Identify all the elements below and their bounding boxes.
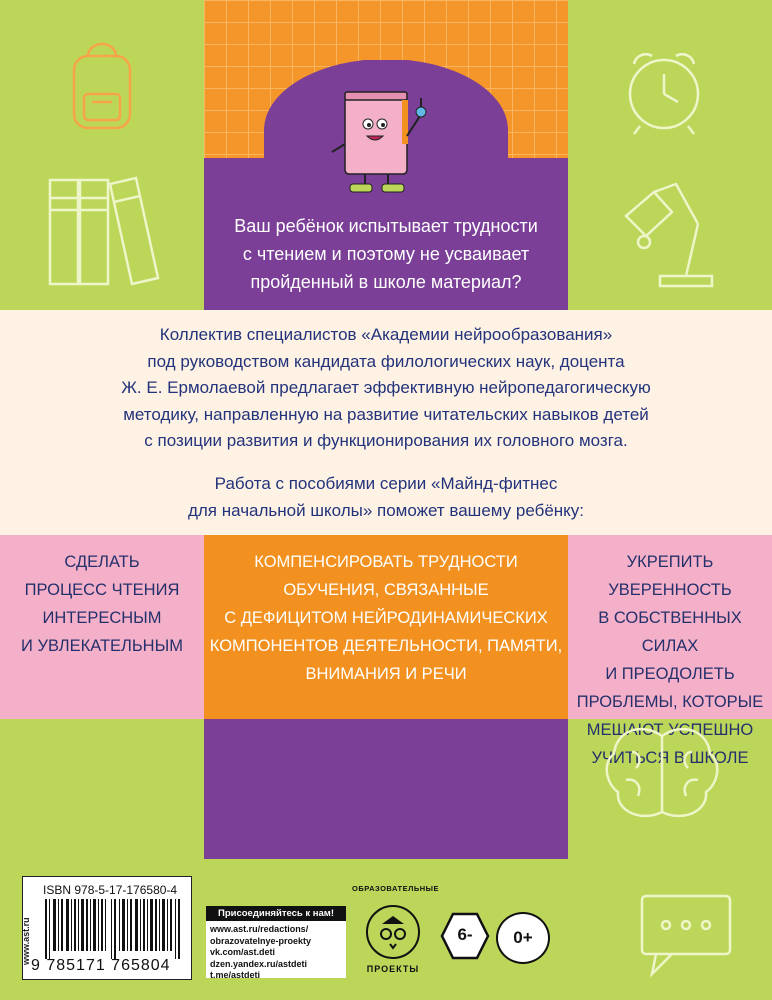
benefit-line: ПРОЦЕСС ЧТЕНИЯ [24, 581, 180, 599]
barcode-digits: 9 785171 765804 [31, 957, 171, 974]
books-icon [44, 176, 164, 288]
benefit-line: И УВЛЕКАТЕЛЬНЫМ [21, 637, 183, 655]
intro-line: под руководством кандидата филологических наук, доцента [147, 351, 625, 371]
benefit-line: МЕШАЮТ УСПЕШНО [586, 721, 754, 739]
site-vertical: www.ast.ru [21, 917, 31, 965]
intro-lead-line: для начальной школы» поможет вашему ребёнку: [187, 500, 585, 520]
logo-top-text: ОБРАЗОВАТЕЛЬНЫЕ [352, 884, 440, 893]
benefit-line: СДЕЛАТЬ [64, 553, 140, 571]
intro-lead-line: Работа с пособиями серии «Майнд-фитнес [214, 474, 558, 493]
intro-line: с позиции развития и функционирования их головного мозга. [144, 431, 628, 450]
hero-question-line: пройденный в школе материал? [250, 272, 522, 292]
brain-icon [602, 722, 722, 826]
age-rating-hexagon [440, 912, 490, 960]
link-telegram[interactable]: t.me/astdeti [210, 970, 261, 980]
link-ast-projects[interactable]: obrazovatelnye-proekty [210, 935, 312, 946]
intro-line: Коллектив специалистов «Академии нейрообразования» [159, 325, 613, 344]
intro-line: методику, направленную на развитие читательских навыков детей [123, 404, 649, 424]
chat-bubble-icon [636, 888, 736, 980]
desk-lamp-icon [606, 176, 726, 296]
backpack-icon [62, 42, 142, 134]
benefit-2 [204, 548, 568, 688]
intro-lead [0, 471, 772, 524]
benefit-line: УКРЕПИТЬ УВЕРЕННОСТЬ [608, 553, 732, 599]
benefit-1 [0, 548, 204, 660]
age-rating-0: 0+ [496, 912, 550, 964]
link-vk[interactable]: vk.com/ast.deti [210, 947, 276, 957]
link-dzen[interactable]: dzen.yandex.ru/astdeti [210, 958, 308, 969]
social-links-block [206, 906, 346, 978]
intro-paragraph [0, 322, 772, 455]
barcode [45, 899, 185, 959]
benefit-line: ОБУЧЕНИЯ, СВЯЗАННЫЕ [283, 581, 489, 599]
benefit-line: ПРОБЛЕМЫ, КОТОРЫЕ [576, 693, 764, 711]
alarm-clock-icon [614, 40, 714, 140]
benefit-line: В СОБСТВЕННЫХ СИЛАХ [598, 609, 742, 655]
book-mascot-icon [320, 86, 440, 198]
lower-purple-stripe [204, 719, 568, 859]
hero-question [204, 212, 568, 296]
benefit-line: С ДЕФИЦИТОМ НЕЙРОДИНАМИЧЕСКИХ [224, 609, 548, 627]
age-rating-6: 6- [457, 925, 473, 944]
hero-question-line: с чтением и поэтому не усваивает [242, 244, 530, 264]
isbn: ISBN 978-5-17-176580-4 [43, 883, 178, 897]
benefit-line: КОМПОНЕНТОВ ДЕЯТЕЛЬНОСТИ, ПАМЯТИ, [209, 637, 563, 655]
link-ast-redactions[interactable]: www.ast.ru/redactions/ [210, 924, 309, 934]
benefit-line: И ПРЕОДОЛЕТЬ [605, 665, 735, 683]
barcode-block [22, 876, 192, 980]
intro-line: Ж. Е. Ермолаевой предлагает эффективную нейропедагогическую [121, 378, 651, 397]
edu-projects-logo [352, 880, 440, 980]
join-label: Присоединяйтесь к нам! [206, 906, 346, 921]
benefit-line: ВНИМАНИЯ И РЕЧИ [305, 665, 467, 683]
benefit-line: КОМПЕНСИРОВАТЬ ТРУДНОСТИ [254, 553, 518, 571]
benefit-line: УЧИТЬСЯ В ШКОЛЕ [591, 749, 749, 767]
logo-bottom-text: ПРОЕКТЫ [366, 964, 420, 974]
hero-question-line: Ваш ребёнок испытывает трудности [234, 216, 538, 236]
benefit-line: ИНТЕРЕСНЫМ [42, 609, 162, 627]
